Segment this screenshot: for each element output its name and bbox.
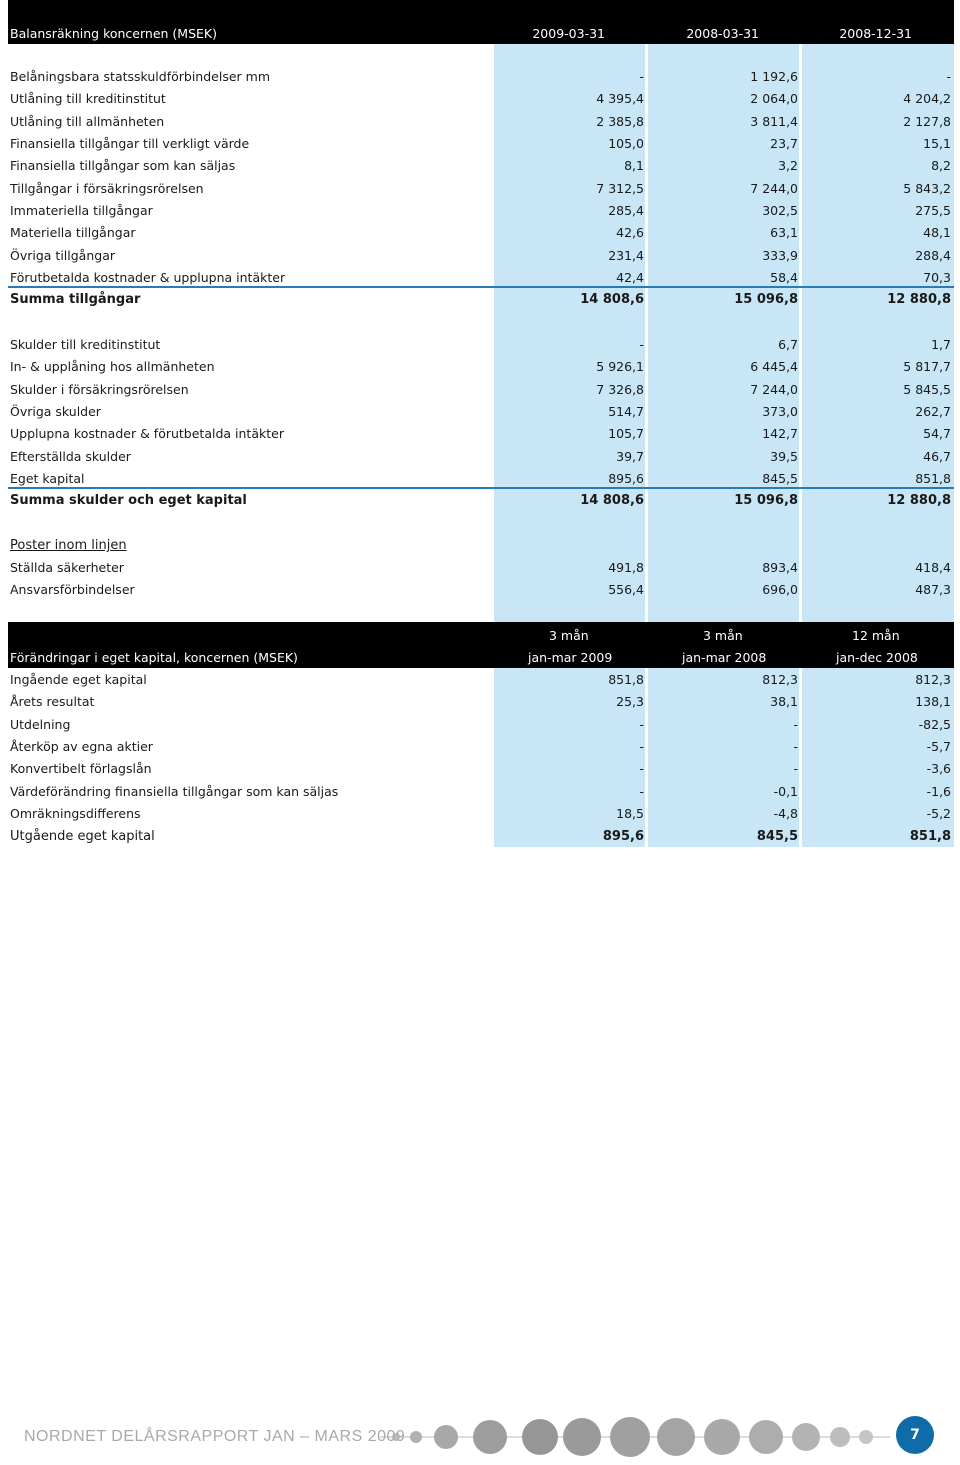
footer-dot bbox=[792, 1423, 820, 1451]
asset-value-2: 3,2 bbox=[778, 158, 798, 174]
liability-value-1: 39,7 bbox=[616, 448, 644, 464]
balance-col-3: 2008-12-31 bbox=[839, 26, 912, 41]
asset-value-1: 42,4 bbox=[616, 270, 644, 286]
asset-value-3: 70,3 bbox=[923, 270, 951, 286]
assets-total-value-1: 14 808,6 bbox=[580, 292, 644, 307]
liability-value-3: 46,7 bbox=[923, 448, 951, 464]
liability-value-3: 1,7 bbox=[931, 337, 951, 352]
equity-value-2: 38,1 bbox=[770, 694, 798, 710]
liability-label: Eget kapital bbox=[10, 471, 85, 487]
asset-label: Belåningsbara statsskuldförbindelser mm bbox=[10, 69, 270, 84]
asset-value-3: 8,2 bbox=[931, 158, 951, 174]
liability-value-2: 142,7 bbox=[762, 426, 798, 442]
balance-col-1: 2009-03-31 bbox=[532, 26, 605, 41]
asset-value-1: 7 312,5 bbox=[596, 180, 644, 196]
equity-value-2: - bbox=[793, 739, 798, 755]
liability-value-2: 845,5 bbox=[762, 471, 798, 487]
page-number: 7 bbox=[896, 1416, 934, 1454]
asset-value-2: 3 811,4 bbox=[750, 113, 798, 129]
asset-row bbox=[8, 88, 954, 110]
liability-value-3: 5 817,7 bbox=[903, 359, 951, 375]
asset-value-1: 4 395,4 bbox=[596, 91, 644, 107]
asset-value-1: 2 385,8 bbox=[596, 113, 644, 129]
equity-value-1: 25,3 bbox=[616, 694, 644, 710]
equity-value-3: -3,6 bbox=[926, 761, 951, 777]
liability-row bbox=[8, 334, 954, 356]
liability-value-2: 39,5 bbox=[770, 448, 798, 464]
equity-col-top-1: 3 mån bbox=[549, 628, 589, 643]
equity-header bbox=[8, 622, 954, 668]
equity-value-3: 812,3 bbox=[915, 672, 951, 687]
liability-value-1: 514,7 bbox=[608, 404, 644, 420]
equity-value-3: -5,2 bbox=[926, 806, 951, 822]
equity-value-2: - bbox=[793, 761, 798, 777]
liability-label: Skulder till kreditinstitut bbox=[10, 337, 161, 352]
off-balance-row bbox=[8, 557, 954, 579]
liability-value-2: 373,0 bbox=[762, 404, 798, 420]
asset-value-2: 23,7 bbox=[770, 136, 798, 152]
liability-value-3: 5 845,5 bbox=[903, 381, 951, 397]
liability-row bbox=[8, 401, 954, 423]
asset-row bbox=[8, 66, 954, 88]
assets-total-value-2: 15 096,8 bbox=[734, 292, 798, 307]
asset-label: Förutbetalda kostnader & upplupna intäkter bbox=[10, 270, 286, 286]
off-balance-label: Ansvarsförbindelser bbox=[10, 582, 135, 598]
liability-value-1: 7 326,8 bbox=[596, 381, 644, 397]
footer-dot bbox=[749, 1420, 783, 1454]
footer-dot bbox=[473, 1420, 507, 1454]
asset-value-3: 15,1 bbox=[923, 136, 951, 152]
asset-value-1: 285,4 bbox=[608, 203, 644, 219]
asset-label: Finansiella tillgångar som kan säljas bbox=[10, 158, 236, 174]
asset-label: Materiella tillgångar bbox=[10, 225, 136, 241]
equity-value-1: - bbox=[639, 716, 644, 732]
assets-total-rule bbox=[8, 286, 954, 288]
footer-dot bbox=[434, 1425, 458, 1449]
asset-row bbox=[8, 245, 954, 267]
asset-row bbox=[8, 222, 954, 244]
equity-value-1: - bbox=[639, 761, 644, 777]
equity-label: Ingående eget kapital bbox=[10, 672, 147, 687]
asset-value-3: 2 127,8 bbox=[903, 113, 951, 129]
asset-label: Övriga tillgångar bbox=[10, 247, 115, 263]
asset-value-1: 42,6 bbox=[616, 225, 644, 241]
equity-value-2: 812,3 bbox=[762, 672, 798, 687]
asset-row bbox=[8, 155, 954, 177]
footer-dot bbox=[563, 1418, 601, 1456]
equity-row bbox=[8, 691, 954, 713]
footer-dot bbox=[704, 1419, 740, 1455]
equity-row bbox=[8, 736, 954, 758]
equity-total-label: Utgående eget kapital bbox=[10, 829, 155, 844]
off-balance-label: Ställda säkerheter bbox=[10, 560, 124, 575]
liability-label: Efterställda skulder bbox=[10, 448, 131, 464]
assets-total-value-3: 12 880,8 bbox=[887, 292, 951, 307]
liabilities-total-rule bbox=[8, 487, 954, 489]
equity-value-2: - bbox=[793, 716, 798, 732]
equity-total-value-3: 851,8 bbox=[909, 829, 951, 844]
off-balance-value-2: 893,4 bbox=[762, 560, 798, 575]
balance-col-2: 2008-03-31 bbox=[686, 26, 759, 41]
equity-title: Förändringar i eget kapital, koncernen (MSEK) bbox=[10, 650, 298, 665]
asset-label: Immateriella tillgångar bbox=[10, 203, 153, 219]
liability-row bbox=[8, 446, 954, 468]
liability-row bbox=[8, 423, 954, 445]
asset-value-3: 48,1 bbox=[923, 225, 951, 241]
asset-row bbox=[8, 178, 954, 200]
liability-label: Övriga skulder bbox=[10, 404, 101, 420]
assets-total-label: Summa tillgångar bbox=[10, 292, 141, 307]
equity-label: Årets resultat bbox=[10, 694, 95, 710]
asset-value-2: 1 192,6 bbox=[750, 69, 798, 84]
footer-dot bbox=[830, 1427, 850, 1447]
liability-value-1: 5 926,1 bbox=[596, 359, 644, 375]
asset-label: Tillgångar i försäkringsrörelsen bbox=[10, 180, 204, 196]
balance-title: Balansräkning koncernen (MSEK) bbox=[10, 26, 217, 41]
equity-col-top-2: 3 mån bbox=[703, 628, 743, 643]
asset-label: Finansiella tillgångar till verkligt värde bbox=[10, 136, 250, 152]
equity-value-3: -1,6 bbox=[926, 783, 951, 799]
asset-value-2: 58,4 bbox=[770, 270, 798, 286]
asset-value-3: 5 843,2 bbox=[903, 180, 951, 196]
asset-value-2: 7 244,0 bbox=[750, 180, 798, 196]
equity-label: Omräkningsdifferens bbox=[10, 806, 141, 822]
equity-col-bottom-1: jan-mar 2009 bbox=[528, 650, 613, 665]
asset-value-1: 8,1 bbox=[624, 158, 644, 174]
asset-row bbox=[8, 111, 954, 133]
equity-col-bottom-2: jan-mar 2008 bbox=[682, 650, 767, 665]
off-balance-value-1: 491,8 bbox=[608, 560, 644, 575]
liability-label: In- & upplåning hos allmänheten bbox=[10, 359, 215, 375]
equity-value-1: - bbox=[639, 783, 644, 799]
equity-row bbox=[8, 803, 954, 825]
asset-row bbox=[8, 133, 954, 155]
liability-value-2: 6 445,4 bbox=[750, 359, 798, 375]
footer-title: NORDNET DELÅRSRAPPORT JAN – MARS 2009 bbox=[24, 1428, 406, 1445]
asset-value-1: 231,4 bbox=[608, 247, 644, 263]
liabilities-total-value-3: 12 880,8 bbox=[887, 493, 951, 508]
equity-value-3: -82,5 bbox=[918, 716, 951, 732]
asset-value-1: 105,0 bbox=[608, 136, 644, 152]
liability-value-3: 851,8 bbox=[915, 471, 951, 487]
asset-value-1: - bbox=[639, 69, 644, 84]
equity-value-2: -0,1 bbox=[773, 783, 798, 799]
asset-value-3: 275,5 bbox=[915, 203, 951, 219]
equity-label: Konvertibelt förlagslån bbox=[10, 761, 152, 777]
liability-row bbox=[8, 356, 954, 378]
equity-label: Utdelning bbox=[10, 716, 71, 732]
liability-value-2: 7 244,0 bbox=[750, 381, 798, 397]
asset-row bbox=[8, 200, 954, 222]
equity-value-1: - bbox=[639, 739, 644, 755]
liabilities-total-value-1: 14 808,6 bbox=[580, 493, 644, 508]
footer-dot bbox=[657, 1418, 695, 1456]
asset-value-2: 2 064,0 bbox=[750, 91, 798, 107]
asset-value-2: 302,5 bbox=[762, 203, 798, 219]
asset-value-2: 63,1 bbox=[770, 225, 798, 241]
balance-header bbox=[8, 0, 954, 44]
equity-col-top-3: 12 mån bbox=[852, 628, 900, 643]
liability-value-3: 262,7 bbox=[915, 404, 951, 420]
asset-value-3: 4 204,2 bbox=[903, 91, 951, 107]
off-balance-value-3: 487,3 bbox=[915, 582, 951, 598]
liability-value-2: 6,7 bbox=[778, 337, 798, 352]
equity-value-1: 18,5 bbox=[616, 806, 644, 822]
liability-label: Skulder i försäkringsrörelsen bbox=[10, 381, 189, 397]
asset-value-3: - bbox=[946, 69, 951, 84]
footer-dot bbox=[522, 1419, 558, 1455]
asset-label: Utlåning till kreditinstitut bbox=[10, 91, 166, 107]
liability-value-3: 54,7 bbox=[923, 426, 951, 442]
equity-col-bottom-3: jan-dec 2008 bbox=[836, 650, 918, 665]
equity-row bbox=[8, 714, 954, 736]
liability-value-1: 105,7 bbox=[608, 426, 644, 442]
equity-total-value-2: 845,5 bbox=[756, 829, 798, 844]
equity-row bbox=[8, 669, 954, 691]
off-balance-value-3: 418,4 bbox=[915, 560, 951, 575]
liability-label: Upplupna kostnader & förutbetalda intäkter bbox=[10, 426, 284, 442]
equity-total-value-1: 895,6 bbox=[602, 829, 644, 844]
equity-label: Återköp av egna aktier bbox=[10, 739, 153, 755]
asset-label: Utlåning till allmänheten bbox=[10, 113, 165, 129]
asset-value-3: 288,4 bbox=[915, 247, 951, 263]
equity-value-3: 138,1 bbox=[915, 694, 951, 710]
off-balance-value-2: 696,0 bbox=[762, 582, 798, 598]
liability-value-1: - bbox=[639, 337, 644, 352]
liabilities-total-value-2: 15 096,8 bbox=[734, 493, 798, 508]
off-balance-row bbox=[8, 579, 954, 601]
liabilities-total-label: Summa skulder och eget kapital bbox=[10, 493, 247, 508]
off-balance-value-1: 556,4 bbox=[608, 582, 644, 598]
assets-total-row bbox=[8, 289, 954, 311]
equity-row bbox=[8, 758, 954, 780]
liability-row bbox=[8, 379, 954, 401]
footer-dot bbox=[410, 1431, 422, 1443]
footer-dot bbox=[859, 1430, 873, 1444]
equity-row bbox=[8, 781, 954, 803]
off-balance-heading-row bbox=[8, 535, 954, 557]
off-balance-heading: Poster inom linjen bbox=[10, 538, 127, 553]
equity-value-2: -4,8 bbox=[773, 806, 798, 822]
liability-value-1: 895,6 bbox=[608, 471, 644, 487]
equity-value-3: -5,7 bbox=[926, 739, 951, 755]
asset-value-2: 333,9 bbox=[762, 247, 798, 263]
footer-dot bbox=[610, 1417, 650, 1457]
equity-total-row bbox=[8, 826, 954, 848]
equity-value-1: 851,8 bbox=[608, 672, 644, 687]
equity-label: Värdeförändring finansiella tillgångar som kan säljas bbox=[10, 783, 339, 799]
liabilities-total-row bbox=[8, 490, 954, 512]
